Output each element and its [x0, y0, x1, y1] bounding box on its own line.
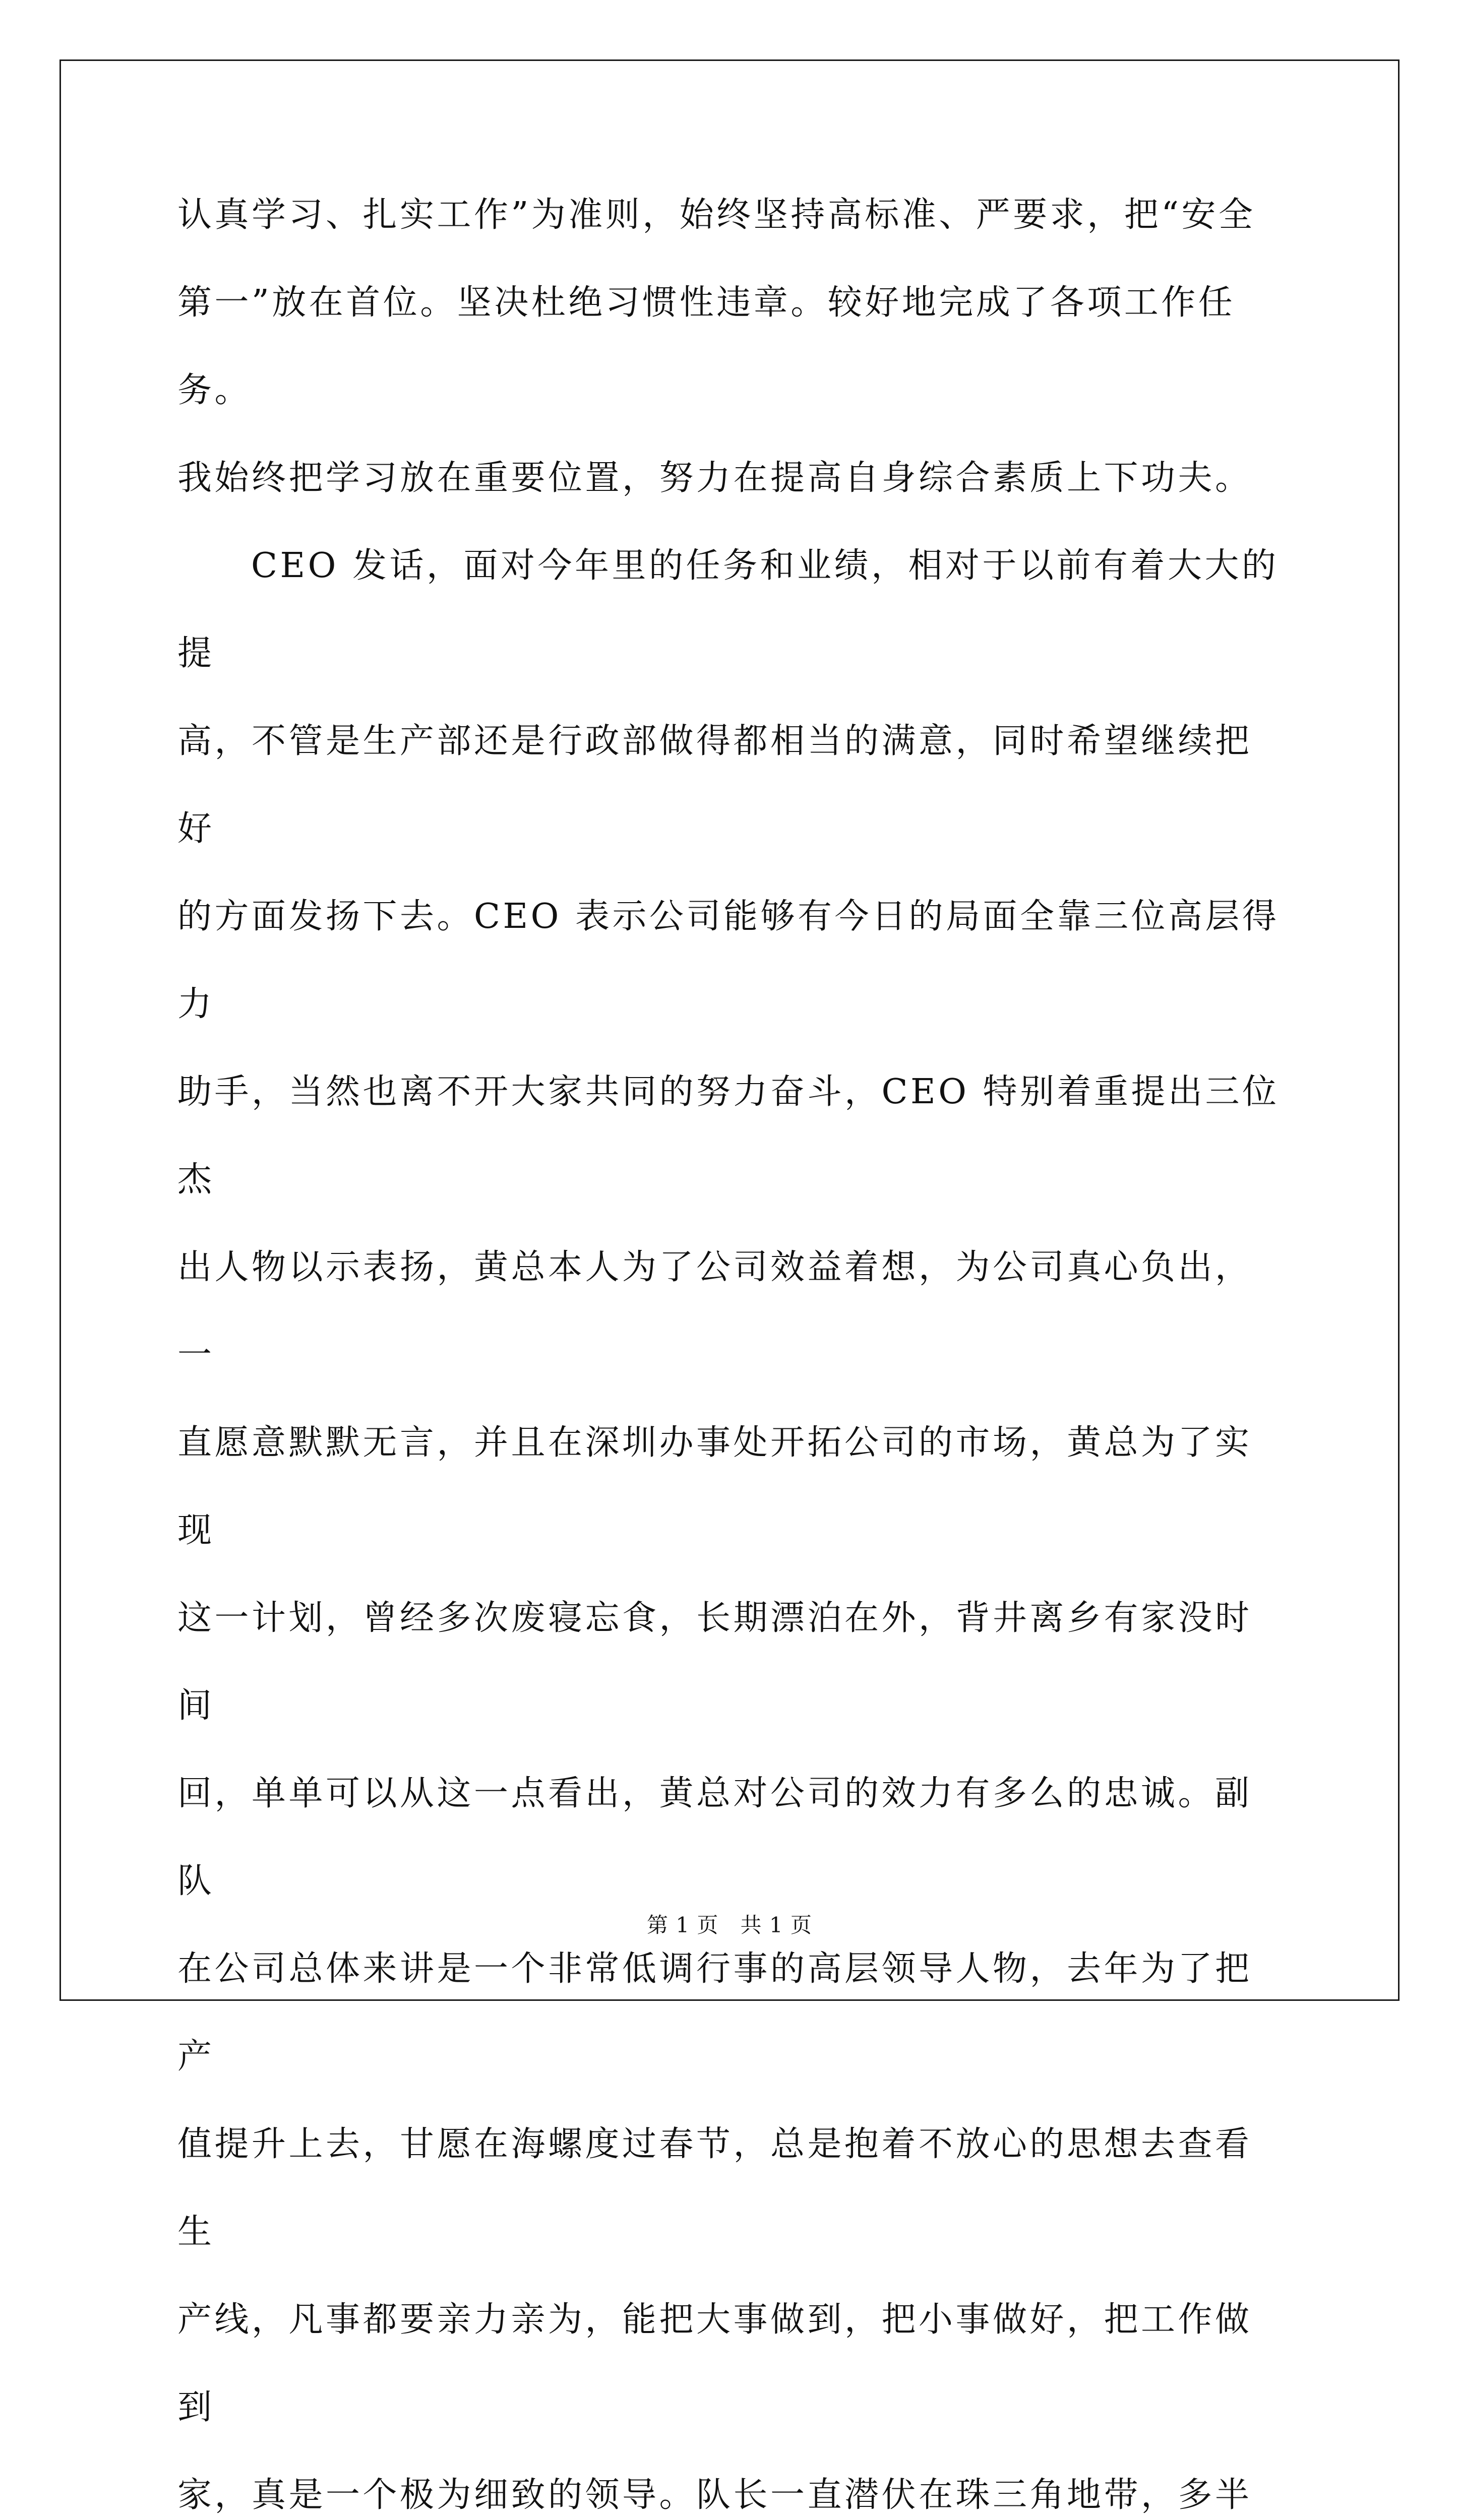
paragraph-2 — [177, 522, 1287, 2520]
text-line: 在公司总体来讲是一个非常低调行事的高层领导人物，去年为了把产 — [177, 1949, 1252, 2076]
text-line: 回，单单可以从这一点看出，黄总对公司的效力有多么的忠诚。副队 — [177, 1774, 1252, 1901]
text-line: 出人物以示表扬，黄总本人为了公司效益着想，为公司真心负出，一 — [177, 1247, 1252, 1375]
text-line: 这一计划，曾经多次废寝忘食，长期漂泊在外，背井离乡有家没时间 — [177, 1598, 1252, 1726]
text-line: 我始终把学习放在重要位置，努力在提高自身综合素质上下功夫。 — [177, 458, 1252, 498]
page-number-footer: 第 1 页 共 1 页 — [647, 1913, 812, 1937]
text-line: 产线，凡事都要亲力亲为，能把大事做到，把小事做好，把工作做到 — [177, 2300, 1252, 2427]
text-line: CEO 发话，面对今年里的任务和业绩，相对于以前有着大大的提 — [177, 546, 1279, 673]
text-line: 第一”放在首位。坚决杜绝习惯性违章。较好地完成了各项工作任务。 — [177, 283, 1236, 410]
text-line: 高，不管是生产部还是行政部做得都相当的满意，同时希望继续把好 — [177, 721, 1252, 849]
paragraph-1 — [177, 171, 1287, 522]
text-line: 的方面发扬下去。CEO 表示公司能够有今日的局面全靠三位高层得力 — [177, 897, 1280, 1024]
text-line: 直愿意默默无言，并且在深圳办事处开拓公司的市场，黄总为了实现 — [177, 1423, 1252, 1550]
text-line: 家，真是一个极为细致的领导。队长一直潜伏在珠三角地带，多半 — [177, 2475, 1252, 2515]
document-body — [177, 171, 1287, 2520]
text-line: 认真学习、扎实工作”为准则，始终坚持高标准、严要求，把“安全 — [177, 195, 1256, 235]
text-line: 值提升上去，甘愿在海螺度过春节，总是抱着不放心的思想去查看生 — [177, 2124, 1252, 2252]
text-line: 助手，当然也离不开大家共同的努力奋斗，CEO 特别着重提出三位杰 — [177, 1072, 1280, 1200]
